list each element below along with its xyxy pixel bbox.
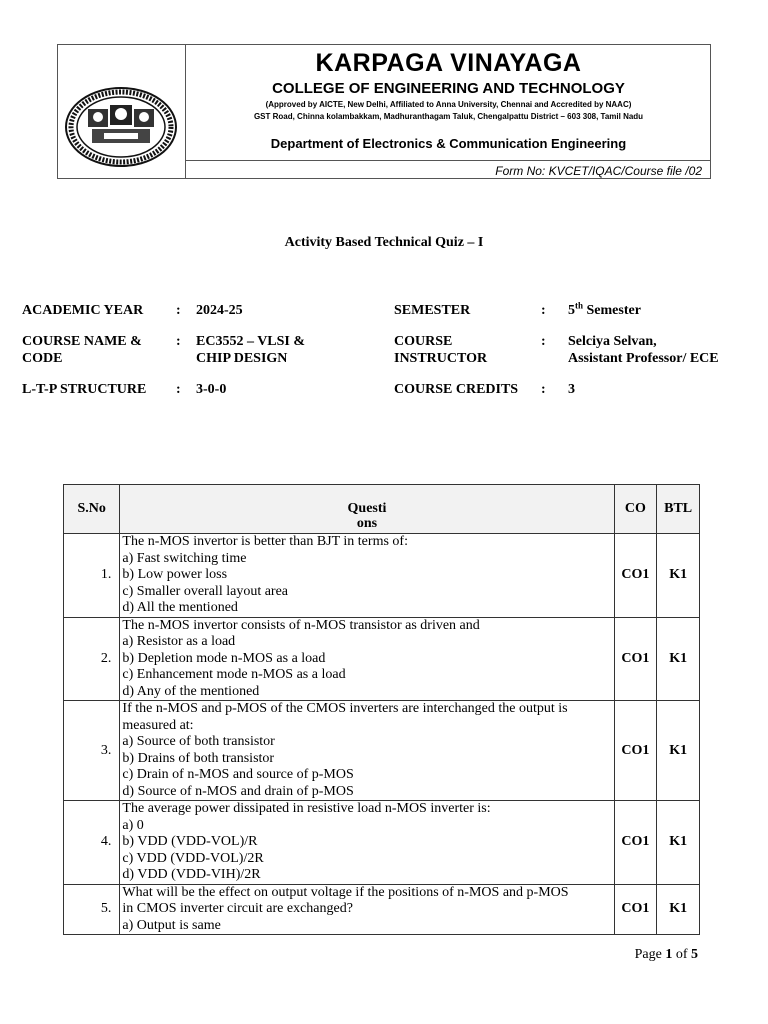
question-text (120, 701, 614, 801)
question-text (120, 801, 614, 885)
instructor-label (394, 333, 487, 367)
approval-text: (Approved by AICTE, New Delhi, Affiliated to Anna University, Chennai and Accredited by NAAC) (265, 100, 632, 109)
bloom-level: K1 (657, 884, 700, 935)
bloom-level: K1 (657, 801, 700, 885)
question-line: d) All the mentioned (122, 600, 238, 615)
question-line: in CMOS inverter circuit are exchanged? (122, 901, 353, 916)
department-name: Department of Electronics & Communication Engineering (270, 136, 627, 151)
college-name: KARPAGA VINAYAGA (315, 49, 582, 77)
semester-label: SEMESTER (394, 303, 471, 318)
colon: : (541, 382, 546, 397)
question-line: d) VDD (VDD-VIH)/2R (122, 867, 261, 882)
question-number: 3. (64, 701, 120, 801)
semester-suffix: th (575, 300, 584, 311)
credits-label: COURSE CREDITS (394, 382, 519, 397)
college-subtitle: COLLEGE OF ENGINEERING AND TECHNOLOGY (272, 80, 625, 97)
question-number: 1. (64, 534, 120, 618)
colon: : (541, 303, 546, 318)
bloom-level: K1 (657, 617, 700, 701)
question-line: a) Source of both transistor (122, 734, 275, 749)
page-number (635, 947, 698, 963)
question-line: c) VDD (VDD-VOL)/2R (122, 850, 264, 866)
question-line: c) Drain of n-MOS and source of p-MOS (122, 767, 354, 782)
co-header: CO (614, 485, 657, 534)
question-line: d) Any of the mentioned (122, 683, 260, 699)
question-line: a) Resistor as a load (122, 634, 236, 649)
question-number: 5. (64, 884, 120, 935)
question-number: 4. (64, 801, 120, 885)
questions-header-line: Questi (347, 501, 387, 516)
question-line: c) Smaller overall layout area (122, 583, 289, 599)
question-line: a) 0 (122, 817, 144, 833)
questions-header-line: ons (356, 516, 378, 531)
course-outcome: CO1 (614, 701, 657, 801)
questions-table (63, 484, 700, 935)
question-line: a) Fast switching time (122, 550, 247, 566)
page-mid: of (672, 947, 691, 962)
bloom-level: K1 (657, 701, 700, 801)
question-stem: If the n-MOS and p-MOS of the CMOS inverters are interchanged the output is (122, 701, 568, 716)
academic-year-value: 2024-25 (196, 303, 243, 318)
course-outcome: CO1 (614, 534, 657, 618)
college-logo (64, 87, 179, 167)
instructor-value (568, 333, 719, 367)
question-line: b) Depletion mode n-MOS as a load (122, 650, 326, 666)
address-text: GST Road, Chinna kolambakkam, Madhuranthagam Taluk, Chengalpattu District – 603 308, Tamil Nadu (253, 112, 644, 121)
page-prefix: Page (634, 947, 666, 962)
question-stem: The n-MOS invertor is better than BJT in terms of: (122, 534, 408, 549)
table-header-row (64, 485, 700, 534)
question-stem: The n-MOS invertor consists of n-MOS transistor as driven and (122, 617, 480, 633)
question-stem: The average power dissipated in resistive load n-MOS inverter is: (122, 801, 491, 816)
logo-cell (58, 45, 186, 178)
colon: : (176, 334, 181, 349)
course-name-label (22, 333, 142, 367)
academic-year-label: ACADEMIC YEAR (22, 303, 144, 318)
question-line: b) Low power loss (122, 567, 228, 582)
ltp-value: 3-0-0 (196, 382, 227, 397)
page-current: 1 (665, 947, 673, 962)
btl-header: BTL (657, 485, 700, 534)
colon: : (541, 334, 546, 349)
colon: : (176, 303, 181, 318)
semester-word: Semester (583, 303, 641, 318)
course-outcome: CO1 (614, 617, 657, 701)
table-row (64, 701, 700, 801)
question-number: 2. (64, 617, 120, 701)
instructor-label-line: INSTRUCTOR (394, 351, 488, 366)
question-line: a) Output is same (122, 917, 221, 933)
page-total: 5 (691, 947, 698, 962)
colon: : (176, 382, 181, 397)
sno-header: S.No (64, 485, 120, 534)
question-line: b) VDD (VDD-VOL)/R (122, 834, 258, 849)
bloom-level: K1 (657, 534, 700, 618)
semester-value (568, 302, 641, 319)
question-line: measured at: (122, 717, 194, 733)
table-row (64, 801, 700, 885)
table-row (64, 534, 700, 618)
questions-header (120, 485, 614, 534)
course-outcome: CO1 (614, 884, 657, 935)
question-line: d) Source of n-MOS and drain of p-MOS (122, 783, 354, 799)
course-name-line: CHIP DESIGN (196, 351, 288, 366)
table-row (64, 884, 700, 935)
question-text (120, 617, 614, 701)
course-name-label-line: CODE (22, 351, 63, 366)
course-name-line: EC3552 – VLSI & (196, 334, 306, 349)
course-name-label-line: COURSE NAME & (22, 334, 142, 349)
ltp-label: L-T-P STRUCTURE (22, 382, 147, 397)
question-line: c) Enhancement mode n-MOS as a load (122, 667, 346, 682)
instructor-label-line: COURSE (394, 334, 453, 349)
question-text (120, 884, 614, 935)
credits-value: 3 (568, 382, 575, 397)
table-row (64, 617, 700, 701)
header-divider (186, 160, 710, 161)
form-number: Form No: KVCET/IQAC/Course file /02 (495, 164, 702, 178)
instructor-line: Assistant Professor/ ECE (568, 351, 719, 366)
instructor-line: Selciya Selvan, (568, 334, 657, 349)
questions-body (64, 534, 700, 935)
question-stem: What will be the effect on output voltage if the positions of n-MOS and p-MOS (122, 884, 569, 900)
semester-number: 5 (568, 303, 575, 318)
quiz-title: Activity Based Technical Quiz – I (284, 235, 484, 250)
question-line: b) Drains of both transistor (122, 750, 275, 766)
question-text (120, 534, 614, 618)
college-header (57, 44, 711, 179)
course-name-value (196, 333, 305, 367)
course-outcome: CO1 (614, 801, 657, 885)
